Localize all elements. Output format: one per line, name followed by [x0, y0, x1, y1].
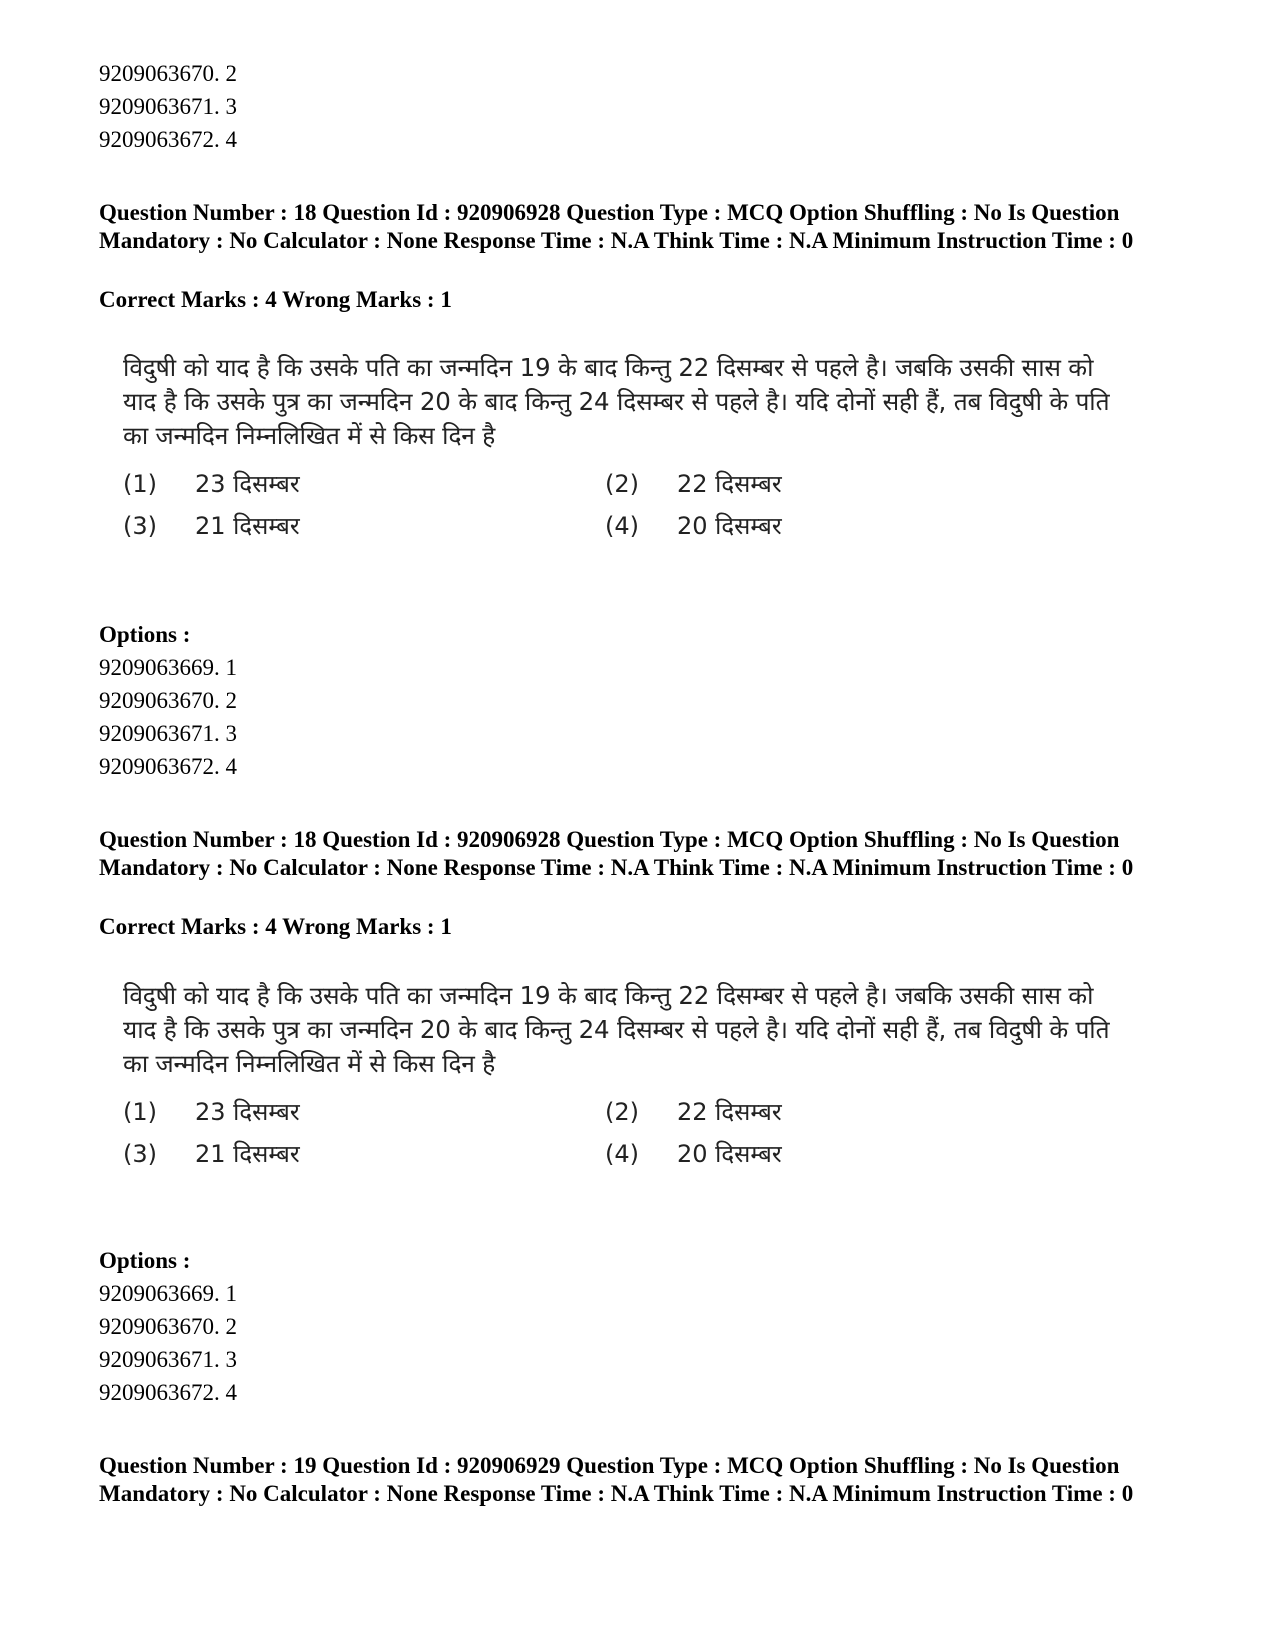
marks-line: Correct Marks : 4 Wrong Marks : 1: [99, 914, 452, 939]
options-label: Options :: [99, 622, 191, 647]
question-meta: Question Number : 18 Question Id : 920906928 Question Type : MCQ Option Shuffling : No Is Question Mandatory : No Calculator : None Response Time : N.A Think Time : N.A Minimum Instruction Time : 0: [99, 200, 1134, 253]
question-image: [123, 351, 1133, 551]
choice-4: (4) 20 दिसम्बर: [605, 512, 782, 540]
option-line: 9209063671. 3: [99, 721, 237, 746]
option-line: 9209063670. 2: [99, 688, 237, 713]
choice-4: (4) 20 दिसम्बर: [605, 1140, 782, 1168]
choice-1: (1) 23 दिसम्बर: [123, 1098, 300, 1126]
option-line: 9209063669. 1: [99, 655, 237, 680]
choice-2: (2) 22 दिसम्बर: [605, 1098, 782, 1126]
option-line: 9209063672. 4: [99, 754, 237, 779]
option-line: 9209063670. 2: [99, 1314, 237, 1339]
options-label: Options :: [99, 1248, 191, 1273]
marks-line: Correct Marks : 4 Wrong Marks : 1: [99, 287, 452, 312]
choice-3: (3) 21 दिसम्बर: [123, 1140, 300, 1168]
question-meta: Question Number : 18 Question Id : 920906928 Question Type : MCQ Option Shuffling : No Is Question Mandatory : No Calculator : None Response Time : N.A Think Time : N.A Minimum Instruction Time : 0: [99, 827, 1134, 880]
option-line: 9209063669. 1: [99, 1281, 237, 1306]
option-line: 9209063672. 4: [99, 127, 237, 152]
option-line: 9209063672. 4: [99, 1380, 237, 1405]
choice-2: (2) 22 दिसम्बर: [605, 470, 782, 498]
question-text: विदुषी को याद है कि उसके पति का जन्मदिन 19 के बाद किन्तु 22 दिसम्बर से पहले है। जबकि उसकी सास को याद है कि उसके पुत्र का जन्मदिन 20 के बाद किन्तु 24 दिसम्बर से पहले है। यदि दोनों सही हैं, तब विदुषी के पति का जन्मदिन निम्नलिखित में से किस दिन है: [123, 981, 1110, 1078]
question-text: विदुषी को याद है कि उसके पति का जन्मदिन 19 के बाद किन्तु 22 दिसम्बर से पहले है। जबकि उसकी सास को याद है कि उसके पुत्र का जन्मदिन 20 के बाद किन्तु 24 दिसम्बर से पहले है। यदि दोनों सही हैं, तब विदुषी के पति का जन्मदिन निम्नलिखित में से किस दिन है: [123, 353, 1110, 450]
question-image: [123, 979, 1133, 1179]
question-meta: Question Number : 19 Question Id : 920906929 Question Type : MCQ Option Shuffling : No Is Question Mandatory : No Calculator : None Response Time : N.A Think Time : N.A Minimum Instruction Time : 0: [99, 1453, 1134, 1506]
option-line: 9209063671. 3: [99, 94, 237, 119]
option-line: 9209063670. 2: [99, 61, 237, 86]
choice-1: (1) 23 दिसम्बर: [123, 470, 300, 498]
choice-3: (3) 21 दिसम्बर: [123, 512, 300, 540]
option-line: 9209063671. 3: [99, 1347, 237, 1372]
